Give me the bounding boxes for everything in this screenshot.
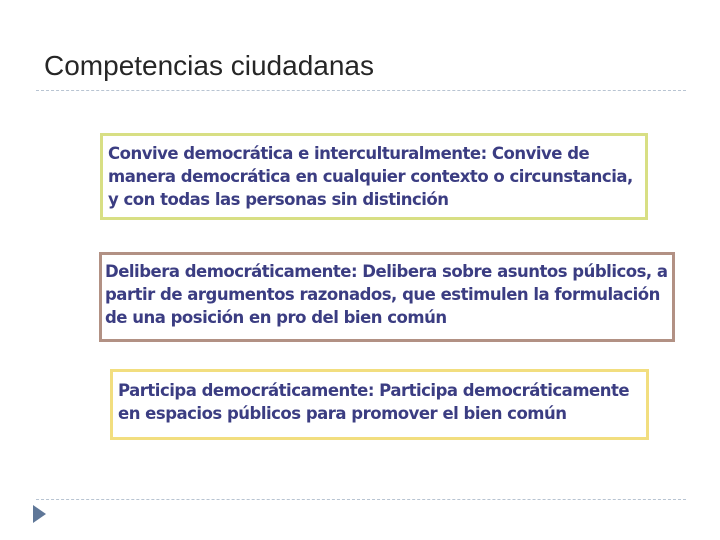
top-divider [36,90,686,91]
competency-box-delibera [99,252,675,342]
competency-box-convive [100,133,648,220]
competency-text-convive: Convive democrática e interculturalmente: Convive de manera democrática en cualquier contexto o circunstancia, y con todas las personas sin distinción [108,144,633,209]
competency-box-participa [110,369,649,440]
bottom-divider [36,499,686,500]
competency-text-participa: Participa democráticamente: Participa democráticamente en espacios públicos para promover el bien común [118,381,630,423]
triangle-bullet-icon [33,505,46,523]
competency-text-delibera: Delibera democráticamente: Delibera sobre asuntos públicos, a partir de argumentos razonados, que estimulen la formulación de una posición en pro del bien común [105,262,668,327]
slide-title: Competencias ciudadanas [44,50,374,81]
